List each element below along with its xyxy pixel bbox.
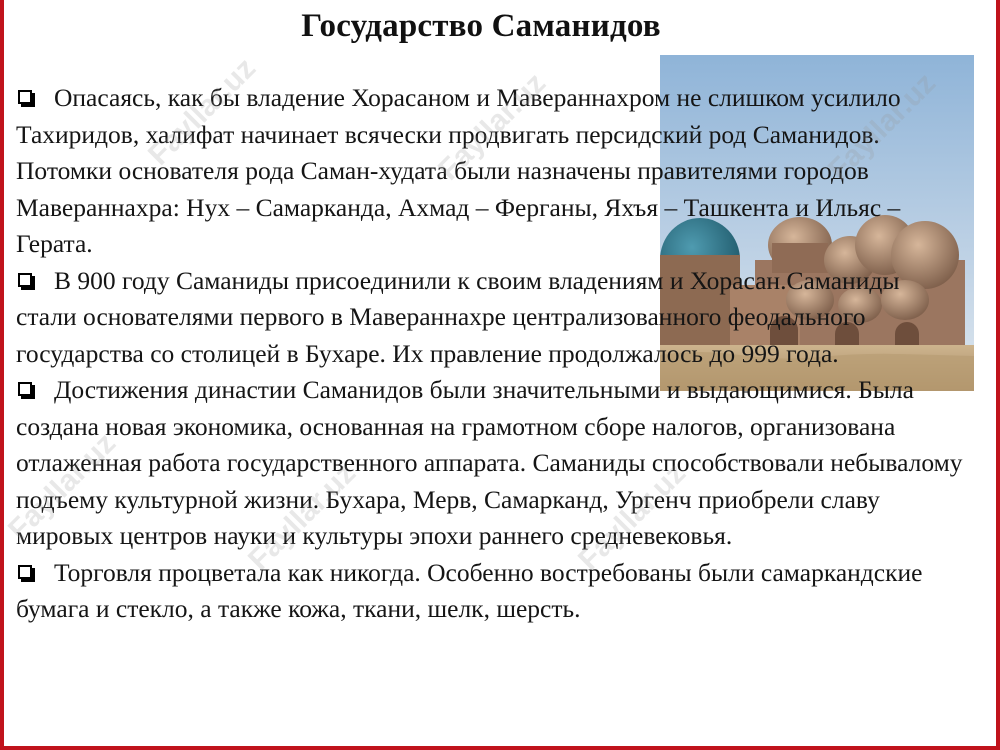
- paragraph-4: [16, 555, 966, 628]
- checkbox-bullet-icon: [18, 273, 32, 287]
- checkbox-bullet-icon: [18, 382, 32, 396]
- paragraph-text: Торговля процветала как никогда. Особенно востребованы были самаркандские бумага и стекло, а также кожа, ткани, шелк, шерсть.: [16, 557, 923, 623]
- slide-body: [16, 80, 966, 628]
- watermark: Fayllar.uz: [822, 66, 943, 187]
- paragraph-1: [16, 80, 966, 263]
- watermark: Fayllar.uz: [142, 51, 263, 172]
- watermark: Fayllar.uz: [572, 456, 693, 577]
- checkbox-bullet-icon: [18, 565, 32, 579]
- watermark: Fayllar.uz: [432, 66, 553, 187]
- paragraph-3: [16, 372, 966, 555]
- checkbox-bullet-icon: [18, 90, 32, 104]
- paragraph-text: Опасаясь, как бы владение Хорасаном и Мавераннахром не слишком усилило Тахиридов, халифат начинает всячески продвигать персидский род Саманидов. Потомки основателя рода Саман-худата были назначены правителями городов Мавераннахра: Нух – Самарканда, Ахмад – Ферганы, Яхъя – Ташкента и Ильяс – Герата.: [16, 83, 901, 258]
- paragraph-text: Достижения династии Саманидов были значительными и выдающимися. Была создана новая экономика, основанная на грамотном сборе налогов, организована отлаженная работа государственного аппарата. Саманиды способствовали небывалому подъему культурной жизни. Бухара, Мерв, Самарканд, Ургенч приобрели славу мировых центров науки и культуры эпохи раннего средневековья.: [16, 375, 963, 550]
- watermark: Fayllar.uz: [2, 426, 123, 547]
- paragraph-text: В 900 году Саманиды присоединили к своим владениям и Хорасан.Саманиды стали основателями первого в Мавераннахре централизованного феодального государства со столицей в Бухаре. Их правление продолжалось до 999 года.: [16, 265, 900, 368]
- watermark: Fayllar.uz: [242, 456, 363, 577]
- paragraph-2: [16, 263, 966, 373]
- slide-title: Государство Саманидов: [301, 8, 661, 44]
